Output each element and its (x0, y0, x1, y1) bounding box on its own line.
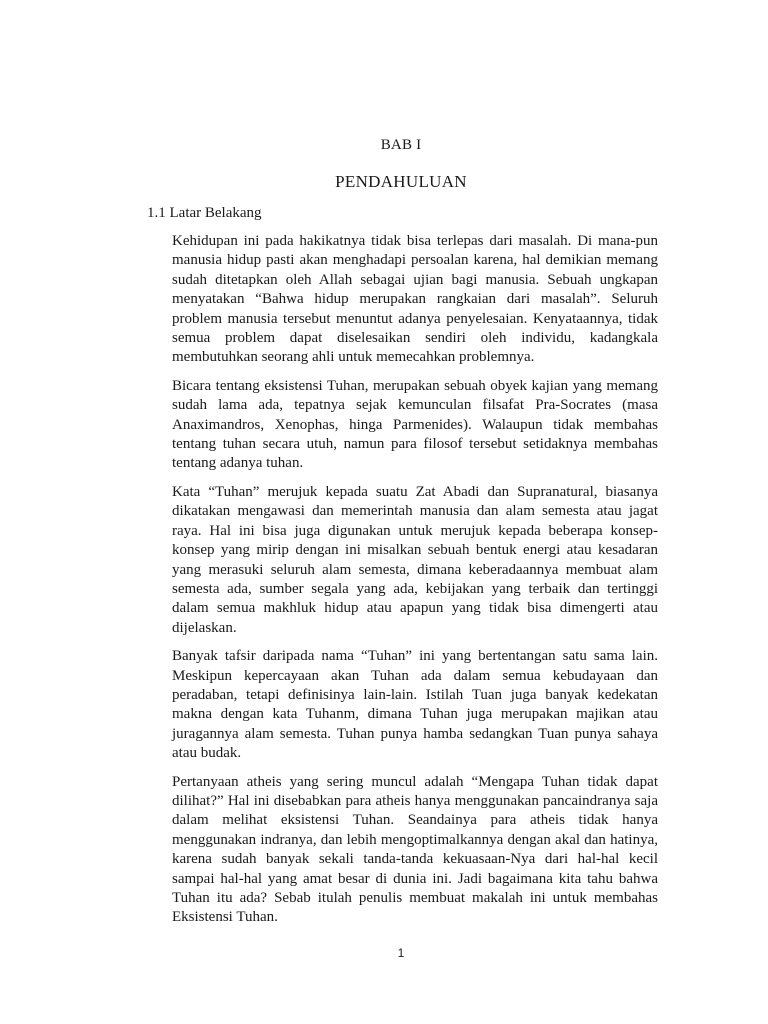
chapter-title: PENDAHULUAN (335, 172, 467, 191)
paragraph-5: Pertanyaan atheis yang sering muncul adalah “Mengapa Tuhan tidak dapat dilihat?” Hal ini disebabkan para atheis hanya menggunakan pancaindranya saja dalam melihat eksistensi Tuhan. Seandainya para atheis tidak hanya menggunakan indranya, dan lebih mengoptimalkannya dengan akal dan hatinya, karena sudah banyak sekali tanda-tanda kekuasaan-Nya dari hal-hal kecil sampai hal-hal yang amat besar di dunia ini. Jadi bagaimana kita tahu bahwa Tuhan itu ada? Sebab itulah penulis membuat makalah ini untuk membahas Eksistensi Tuhan. (172, 773, 658, 926)
chapter-label: BAB I (380, 137, 422, 153)
paragraph-4: Banyak tafsir daripada nama “Tuhan” ini yang bertentangan satu sama lain. Meskipun kepercayaan akan Tuhan ada dalam semua kebudayaan dan peradaban, tetapi definisinya lain-lain. Istilah Tuan juga banyak kedekatan makna dengan kata Tuhanm, dimana Tuhan juga merupakan majikan atau juragannya alam semesta. Tuhan punya hamba sedangkan Tuan punya sahaya atau budak. (172, 648, 658, 762)
paragraph-3: Kata “Tuhan” merujuk kepada suatu Zat Abadi dan Supranatural, biasanya dikatakan mengawasi dan memerintah manusia dan alam semesta atau jagat raya. Hal ini bisa juga digunakan untuk merujuk kepada beberapa konsep-konsep yang mirip dengan ini misalkan sebuah bentuk energi atau kesadaran yang merasuki seluruh alam semesta, dimana keberadaannya membuat alam semesta ada, sumber segala yang ada, kebijakan yang terbaik dan tertinggi dalam semua makhluk hidup atau apapun yang tidak bisa dimengerti atau dijelaskan. (172, 483, 658, 636)
body-text (172, 232, 658, 937)
paragraph-1: Kehidupan ini pada hakikatnya tidak bisa terlepas dari masalah. Di mana-pun manusia hidup pasti akan menghadapi persoalan karena, hal demikian memang sudah ditetapkan oleh Allah sebagai ujian bagi manusia. Sebuah ungkapan menyatakan “Bahwa hidup merupakan rangkaian dari masalah”. Seluruh problem manusia tersebut menuntut adanya penyelesaian. Kenyataannya, tidak semua problem dapat diselesaikan sendiri oleh individu, kadangkala membutuhkan seorang ahli untuk memecahkan problemnya. (172, 233, 658, 366)
paragraph-2: Bicara tentang eksistensi Tuhan, merupakan sebuah obyek kajian yang memang sudah lama ada, tepatnya sejak kemunculan filsafat Pra-Socrates (masa Anaximandros, Xenophas, hinga Parmenides). Walaupun tidak membahas tentang tuhan secara utuh, namun para filosof tersebut setidaknya membahas tentang adanya tuhan. (172, 377, 658, 472)
section-heading: 1.1 Latar Belakang (147, 205, 262, 221)
page-number: 1 (397, 946, 405, 960)
